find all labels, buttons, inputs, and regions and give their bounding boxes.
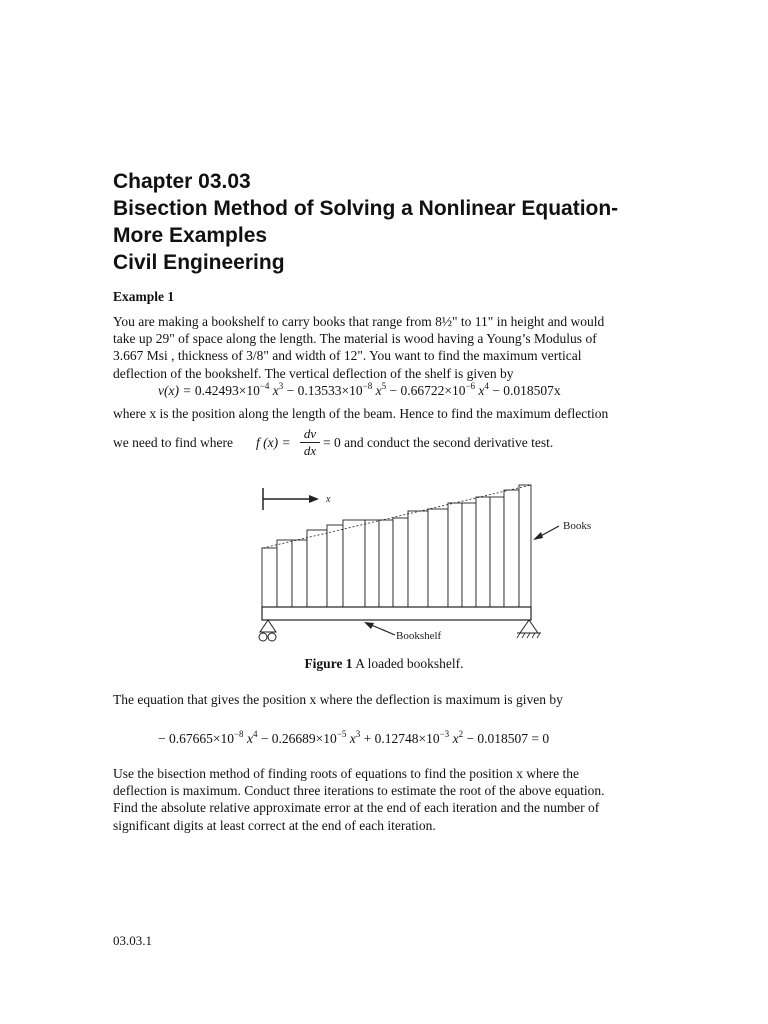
eq-var: x	[349, 731, 356, 746]
deflection-equation	[158, 383, 561, 399]
eq-term: − 0.66722×10	[386, 383, 466, 398]
books-arrow-head	[533, 532, 543, 540]
figure-caption	[0, 656, 768, 672]
condition-function: f (x) =	[256, 435, 291, 450]
eq-exponent: −8	[362, 381, 373, 391]
book	[476, 497, 490, 620]
condition-prefix: we need to find where	[113, 435, 233, 450]
eq-term: − 0.018507x	[488, 383, 561, 398]
paragraph-line: deflection of the bookshelf. The vertical deflection of the shelf is given by	[113, 365, 514, 381]
caption-label: Figure 1	[304, 656, 353, 671]
eq-exponent: −5	[336, 729, 347, 739]
eq-term: − 0.13533×10	[283, 383, 363, 398]
roller-support	[260, 620, 276, 632]
eq-var: x	[246, 731, 253, 746]
book	[365, 520, 379, 620]
book	[428, 509, 448, 620]
chapter-title-line: More Examples	[113, 224, 268, 247]
where-line: where x is the position along the length of the beam. Hence to find the maximum deflection	[113, 406, 609, 421]
books-label: Books	[563, 520, 592, 532]
condition-suffix: = 0 and conduct the second derivative test.	[323, 435, 554, 450]
chapter-title-line: Bisection Method of Solving a Nonlinear Equation-	[113, 197, 619, 220]
bookshelf-arrow-head	[364, 622, 374, 629]
eq-power: 4	[484, 381, 489, 391]
book	[490, 497, 504, 620]
bookshelf-beam	[262, 607, 531, 620]
book	[462, 503, 476, 620]
derivative-fraction	[299, 426, 321, 459]
eq-term: − 0.67665×10	[158, 731, 234, 746]
eq-power: 5	[381, 381, 387, 391]
book	[379, 520, 393, 620]
eq-exponent: −4	[259, 381, 270, 391]
bookshelf-arrow-line	[369, 624, 395, 635]
paragraph-line: Use the bisection method of finding roots of equations to find the position x where the	[113, 766, 580, 781]
bookshelf-figure	[245, 478, 592, 653]
ground-hatch	[517, 633, 540, 638]
pin-support	[520, 620, 538, 633]
eq-exponent: −6	[465, 381, 476, 391]
book	[504, 490, 519, 620]
paragraph-line: You are making a bookshelf to carry books that range from 8½" to 11" in height and would	[113, 314, 605, 329]
caption-text: A loaded bookshelf.	[352, 656, 464, 671]
chapter-title	[113, 168, 713, 276]
eq-lhs: v(x) =	[158, 383, 195, 398]
chapter-subtitle: Civil Engineering	[113, 251, 285, 274]
book	[327, 525, 343, 620]
eq-power: 3	[355, 729, 361, 739]
problem-paragraph	[113, 313, 673, 382]
chapter-number: Chapter 03.03	[113, 170, 251, 193]
paragraph-line: deflection is maximum. Conduct three iterations to estimate the root of the above equation.	[113, 783, 605, 799]
page-number: 03.03.1	[113, 933, 152, 948]
paragraph-line: significant digits at least correct at the end of each iteration.	[113, 817, 436, 833]
book	[343, 520, 365, 620]
bookshelf-label: Bookshelf	[396, 630, 442, 642]
eq-power: 3	[278, 381, 284, 391]
roller	[268, 633, 276, 641]
eq-term: + 0.12748×10	[360, 731, 440, 746]
eq-var: x	[478, 383, 485, 398]
task-paragraph	[113, 765, 673, 834]
eq-var: x	[272, 383, 279, 398]
book	[448, 503, 462, 620]
book	[519, 485, 531, 620]
book	[393, 518, 408, 620]
book	[408, 511, 428, 620]
eq-term: − 0.26689×10	[257, 731, 337, 746]
derivative-intro: The equation that gives the position x where the deflection is maximum is given by	[113, 692, 563, 707]
axis-label: x	[326, 494, 331, 505]
eq-power: 4	[252, 729, 258, 739]
paragraph-line: take up 29" of space along the length. The material is wood having a Young’s Modulus of	[113, 331, 597, 347]
paragraph-line: 3.667 Msi , thickness of 3/8" and width of 12". You want to find the maximum vertical	[113, 348, 582, 364]
eq-term: − 0.018507 = 0	[463, 731, 550, 746]
example-heading: Example 1	[113, 289, 175, 304]
eq-exponent: −3	[439, 729, 450, 739]
axis-arrow-head	[309, 495, 319, 503]
eq-var: x	[375, 383, 382, 398]
eq-exponent: −8	[233, 729, 244, 739]
eq-var: x	[452, 731, 459, 746]
books-group	[262, 485, 531, 620]
roller	[259, 633, 267, 641]
derivative-equation	[158, 731, 549, 747]
eq-power: 2	[458, 729, 464, 739]
eq-term: 0.42493×10	[194, 383, 260, 398]
fraction-numerator: dv	[303, 426, 317, 441]
fraction-denominator: dx	[303, 443, 317, 458]
paragraph-line: Find the absolute relative approximate error at the end of each iteration and the number of	[113, 800, 600, 816]
